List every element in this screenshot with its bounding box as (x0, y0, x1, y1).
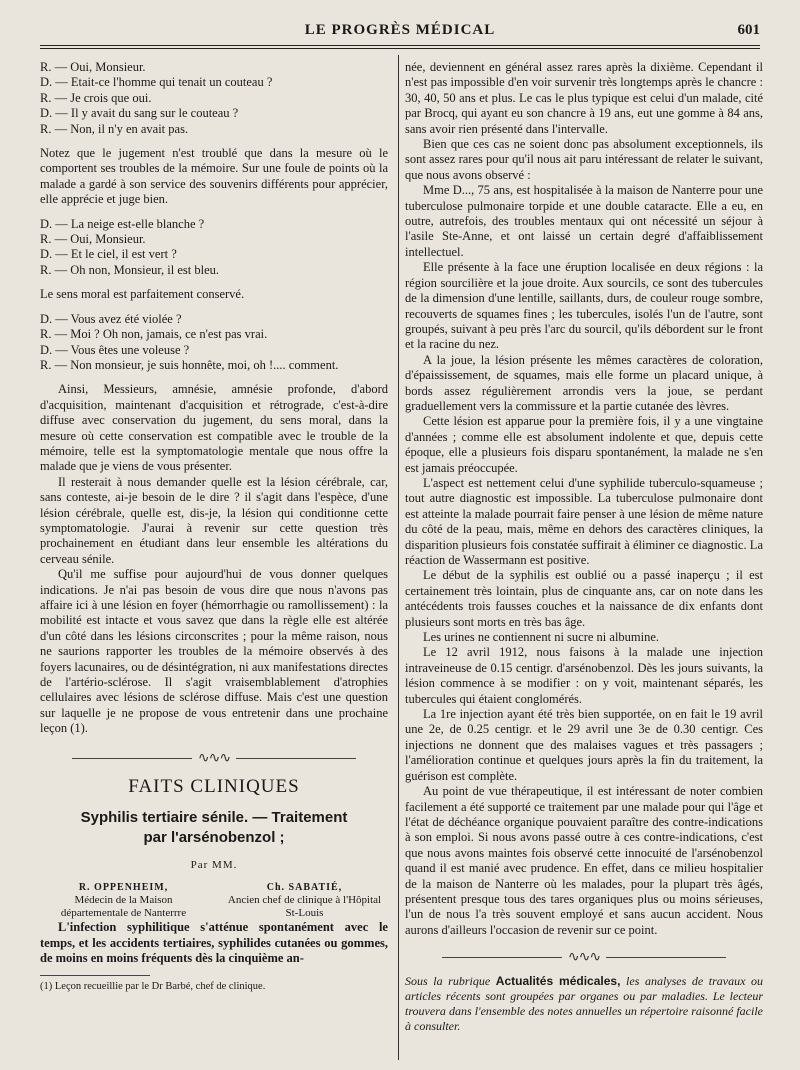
section-ornament (405, 950, 763, 968)
section-ornament (40, 751, 388, 769)
paragraph: Les urines ne contiennent ni sucre ni albumine. (423, 630, 660, 645)
dialogue-line: R. — Oui, Monsieur. (40, 60, 146, 74)
dialogue-line: D. — Vous êtes une voleuse ? (40, 342, 190, 357)
ornament-line (72, 758, 192, 759)
dialogue-line: D. — Il y avait du sang sur le couteau ? (40, 106, 239, 121)
rubric-note-post: les analyses de travaux ou articles récents sont groupées par organes ou par maladies. Le lecteur trouvera dans l'ensemble des notes annuelles un répertoire raisonné facile à consulter. (405, 974, 764, 1034)
paragraph: Le sens moral est parfaitement conservé. (40, 287, 245, 302)
dialogue-line: R. — Non, il n'y en avait pas. (40, 121, 189, 136)
paragraph: Mme D..., 75 ans, est hospitalisée à la maison de Nanterre pour une tuberculose pulmonaire torpide et une double cataracte. Elle a eu, en outre, autrefois, des troubles mentaux qui ont nécessité un séjour à l'asile Ste-Anne, et ont laissé un certain degré d'affaiblissement intellectuel. (405, 183, 763, 259)
dialogue-line: R. — Non monsieur, je suis honnête, moi, oh !.... comment. (40, 357, 339, 372)
paragraph: née, deviennent en général assez rares après la dixième. Cependant il n'est pas impossible d'en voir survenir très longtemps après le chancre : 30, 40, 50 ans et plus. Le cas le plus typique est celui d'un malade, cité par Brocq, qui ayant eu son chancre à 19 ans, eut une gomme à 84 ans, sans avoir rien présenté dans l'intervalle. (405, 60, 763, 136)
article-title-line: par l'arsénobenzol ; (143, 829, 285, 847)
paragraph: Elle présente à la face une éruption localisée en deux régions : la région sourcilière et la joue droite. Aux sourcils, ce sont des tubercules de la dimension d'une lentille, saillants, durs, de couleur rouge sombre, recouverts de squames fines ; les tubercules, isolés l'un de l'autre, sont groupés, suivant à peu près l'arc du sourcil, qu'ils débordent sur le front et la racine du nez. (405, 260, 763, 352)
paragraph: Cette lésion est apparue pour la première fois, il y a une vingtaine d'années ; comme elle est absolument indolente et que, depuis cette époque, elle a plusieurs fois disparu spontanément, la malade ne s'en est jamais préoccupée. (405, 414, 763, 475)
rubric-note-pre: Sous la rubrique (405, 974, 491, 989)
paragraph: Au point de vue thérapeutique, il est intéressant de noter combien facilement a été supporté ce traitement par une malade pour qui l'âge et l'état de déchéance organique pouvaient paraître des contre-indications à son emploi. Si nous avons passé outre à ces contre-indications, c'est que nous avons maintes fois observé cette innocuité de l'arsénobenzol quand il est manié avec prudence. En effet, dans ce milieu hospitalier de la maison de Nanterre où les malades, pour la plupart très âgés, présentent presque tous des tares organiques plus ou moins sérieuses, l'un de nous l'a très souvent employé et sans aucun accident. Nous aurons d'ailleurs l'occasion de revenir sur ce point. (405, 784, 763, 937)
footnote-rule (40, 975, 150, 976)
dialogue-block-3 (40, 312, 388, 374)
paragraph: Notez que le jugement n'est troublé que dans la mesure où le comportent ses troubles de la mémoire. Sur une foule de points où la malade a gardé à son service des souvenirs différents pour apprécier, elle apprécie et juge bien. (40, 146, 388, 207)
dialogue-line: R. — Je crois que oui. (40, 90, 152, 105)
ornament-line (606, 957, 726, 958)
dialogue-line: R. — Oui, Monsieur. (40, 232, 146, 247)
paragraph: L'aspect est nettement celui d'une syphilide tuberculo-squameuse ; tout autre diagnostic est impossible. La tuberculose pulmonaire dont est atteinte la malade pourrait faire penser à une lésion de même nature du côté de la peau, mais, même en dehors des caractères cliniques, la disparition plusieurs fois constatée suffirait à éliminer ce diagnostic. La réaction de Wassermann est positive. (405, 475, 763, 567)
dialogue-line: D. — La neige est-elle blanche ? (40, 216, 205, 231)
page-number: 601 (737, 22, 760, 38)
article-intro: L'infection syphilitique s'atténue spontanément avec le temps, et les accidents tertiaires, syphilides cutanées ou gommes, de moins en moins fréquents dès la cinquième an- (40, 920, 388, 966)
paragraph: Le 12 avril 1912, nous faisons à la malade une injection intraveineuse de 0.15 centigr. d'arsénobenzol. Dès les jours suivants, la lésion commence à se modifier : on y voit, maintenant séparés, les tubercules qui étaient conglomérés. (405, 645, 763, 706)
dialogue-line: R. — Moi ? Oh non, jamais, ce n'est pas vrai. (40, 327, 268, 342)
paragraph: Qu'il me suffise pour aujourd'hui de vous donner quelques indications. Je n'ai pas besoin de vous dire que nous n'avons pas affaire ici à une lésion en foyer (hémorrhagie ou ramollissement) : la mobilité est intacte et vous savez que dans la règle elle est altérée d'un côté dans les lésions circonscrites ; pour la même raison, nous ne saurions rapporter les troubles de la mémoire observés à des foyers lacunaires, ou de désintégration, ni aux manifestations directes de l'artério-sclérose. Il s'agit vraisemblablement d'atrophies cellulaires avec lésions de sclérose diffuse. Mais c'est une question sur laquelle je ne propose de vous entretenir dans une prochaine leçon (1). (40, 567, 388, 736)
rubric-note (405, 974, 763, 1034)
header-rule (40, 45, 760, 46)
rubric-name: Actualités médicales, (495, 974, 621, 989)
author-name: R. OPPENHEIM, (78, 882, 169, 894)
author (221, 881, 388, 920)
dialogue-block-1 (40, 60, 388, 137)
ornament-squiggle: ∿∿∿ (197, 750, 231, 766)
dialogue-line: D. — Et le ciel, il est vert ? (40, 247, 177, 262)
author (40, 881, 207, 920)
dialogue-line: D. — Vous avez été violée ? (40, 311, 182, 326)
section-title: FAITS CLINIQUES (128, 775, 300, 797)
authors (40, 881, 388, 920)
byline-label: Par MM. (190, 859, 238, 872)
author-name: Ch. SABATIÉ, (266, 882, 343, 894)
paragraph: La 1re injection ayant été très bien supportée, on en fait le 19 avril une 2e, de 0.25 centigr. et le 29 avril une 3e de 0.30 centigr. Ces injections ne donnent que des malaises vagues et très passagers ; l'amélioration continue et quelques jours après la fin du traitement, la guérison est complète. (405, 707, 763, 783)
dialogue-line: D. — Etait-ce l'homme qui tenait un couteau ? (40, 75, 273, 90)
paragraph: Ainsi, Messieurs, amnésie, amnésie profonde, d'abord d'acquisition, maintenant d'acquisition et rétrograde, c'est-à-dire diffuse avec conservation du jugement, du sens moral, dans la mesure où cette conservation est compatible avec le trouble de la mémoire, telle est la symptomatologie mentale que nous offre la malade que je viens de vous présenter. (40, 382, 388, 474)
dialogue-line: R. — Oh non, Monsieur, il est bleu. (40, 262, 220, 277)
author-affiliation: Médecin de la Maison départementale de Nanterrre (60, 894, 187, 920)
paragraph: Il resterait à nous demander quelle est la lésion cérébrale, car, sans conteste, ai-je besoin de le dire ? il s'agit dans l'espèce, d'une lésion cérébrale, quelle est, dis-je, la lésion qui conditionne cette symptomatologie. J'aurai à revenir sur cette question très prochainement en étudiant dans leur ensemble les altérations du cerveau sénile. (40, 474, 388, 566)
article-title-line: Syphilis tertiaire sénile. — Traitement (80, 809, 348, 827)
journal-title: LE PROGRÈS MÉDICAL (304, 22, 496, 38)
paragraph: A la joue, la lésion présente les mêmes caractères de coloration, d'épaississement, de squames, mais elle forme un placard unique, à bords assez régulièrement arrondis vers la joue, se perdant graduellement vers la commissure et la partie cutanée des lèvres. (405, 352, 763, 413)
paragraph: Le début de la syphilis est oublié ou a passé inaperçu ; il est certainement très lointain, plus de cinquante ans, car on note dans les antécédents trois fausses couches et la naissance de dix enfants dont plusieurs sont morts en très bas âge. (405, 568, 763, 629)
dialogue-block-2 (40, 217, 388, 279)
ornament-squiggle: ∿∿∿ (567, 950, 601, 966)
footnote: (1) Leçon recueillie par le Dr Barbé, chef de clinique. (40, 980, 266, 992)
ornament-line (236, 758, 356, 759)
author-affiliation: Ancien chef de clinique à l'Hôpital St-Louis (227, 894, 382, 920)
page-header (40, 22, 760, 46)
column-divider (398, 55, 399, 1060)
paragraph: Bien que ces cas ne soient donc pas absolument exceptionnels, ils sont assez rares pour qu'il nous ait paru intéressant de relater le suivant, que nous avons observé : (405, 137, 763, 182)
left-column (40, 60, 388, 993)
ornament-line (442, 957, 562, 958)
right-column (405, 60, 763, 1034)
header-rule-thin (40, 48, 760, 49)
